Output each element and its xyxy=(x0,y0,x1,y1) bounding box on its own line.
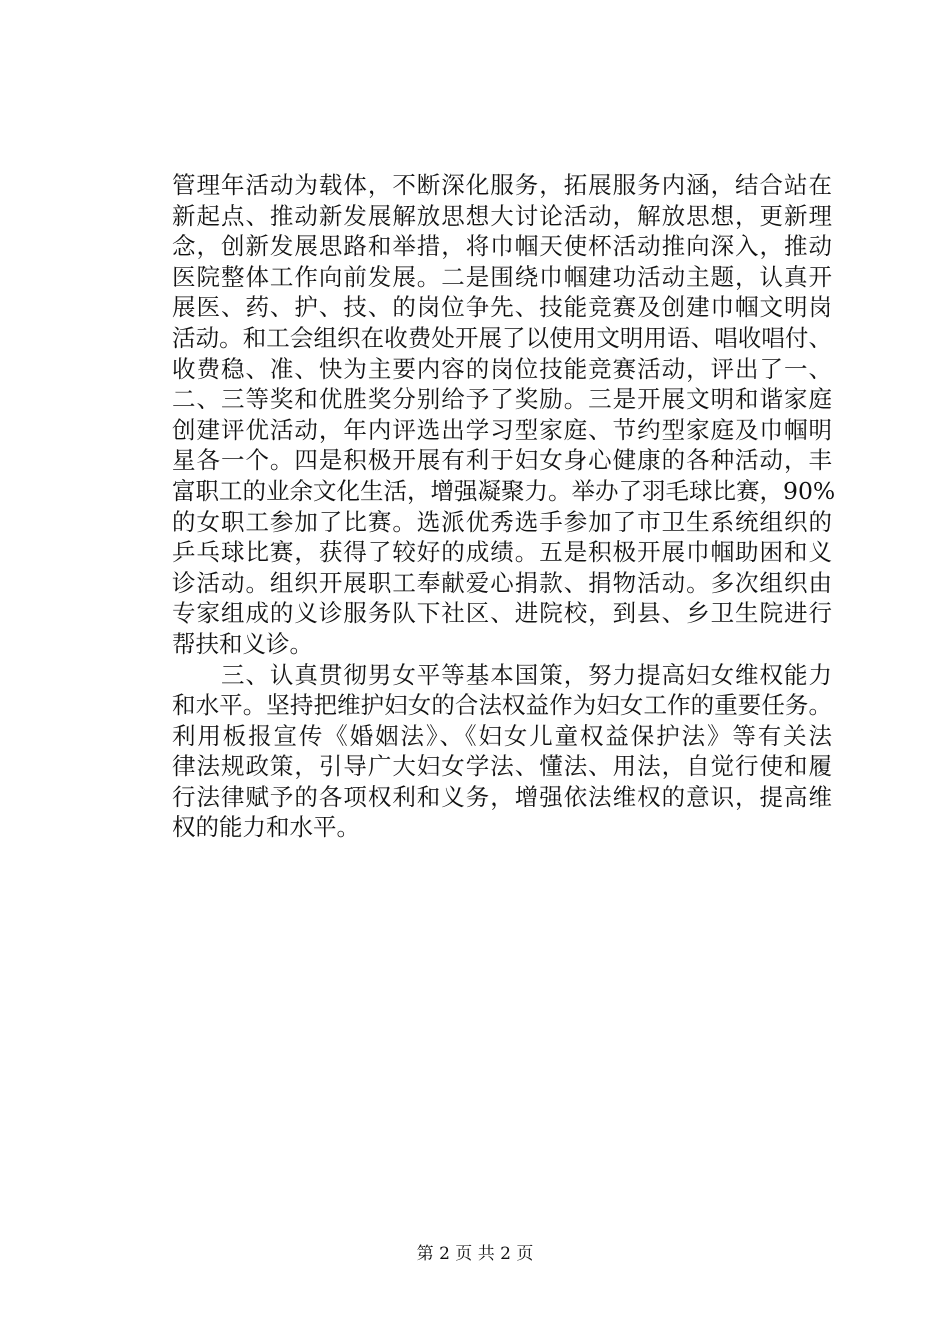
text-line: 和水平。坚持把维护妇女的合法权益作为妇女工作的重要任务。 xyxy=(172,691,832,720)
text-line: 创建评优活动，年内评选出学习型家庭、节约型家庭及巾帼明 xyxy=(172,415,832,444)
page-number-footer: 第 2 页 共 2 页 xyxy=(416,1244,534,1264)
text-line: 星各一个。四是积极开展有利于妇女身心健康的各种活动，丰 xyxy=(172,446,832,475)
text-line: 行法律赋予的各项权利和义务，增强依法维权的意识，提高维 xyxy=(172,782,832,811)
text-line: 的女职工参加了比赛。选派优秀选手参加了市卫生系统组织的 xyxy=(172,507,832,536)
text-line: 权的能力和水平。 xyxy=(172,813,360,842)
text-line: 帮扶和义诊。 xyxy=(172,629,313,658)
text-line: 富职工的业余文化生活，增强凝聚力。举办了羽毛球比赛，90% xyxy=(172,476,836,505)
text-line: 专家组成的义诊服务队下社区、进院校，到县、乡卫生院进行 xyxy=(172,599,832,628)
text-line: 医院整体工作向前发展。二是围绕巾帼建功活动主题，认真开 xyxy=(172,262,832,291)
text-line: 律法规政策，引导广大妇女学法、懂法、用法，自觉行使和履 xyxy=(172,752,832,781)
text-line: 活动。和工会组织在收费处开展了以使用文明用语、唱收唱付、 xyxy=(172,323,832,352)
text-line: 展医、药、护、技、的岗位争先、技能竞赛及创建巾帼文明岗 xyxy=(172,293,832,322)
text-line: 三、认真贯彻男女平等基本国策，努力提高妇女维权能力 xyxy=(172,660,832,689)
text-line: 乒乓球比赛，获得了较好的成绩。五是积极开展巾帼助困和义 xyxy=(172,538,832,567)
text-line: 利用板报宣传《婚姻法》、《妇女儿童权益保护法》等有关法 xyxy=(172,721,832,750)
text-line: 诊活动。组织开展职工奉献爱心捐款、捐物活动。多次组织由 xyxy=(172,568,832,597)
text-line: 二、三等奖和优胜奖分别给予了奖励。三是开展文明和谐家庭 xyxy=(172,385,832,414)
text-line: 收费稳、准、快为主要内容的岗位技能竞赛活动，评出了一、 xyxy=(172,354,832,383)
text-line: 念，创新发展思路和举措，将巾帼天使杯活动推向深入，推动 xyxy=(172,232,832,261)
body-text xyxy=(172,170,836,843)
text-line: 新起点、推动新发展解放思想大讨论活动，解放思想，更新理 xyxy=(172,201,832,230)
text-line: 管理年活动为载体，不断深化服务，拓展服务内涵，结合站在 xyxy=(172,171,832,199)
